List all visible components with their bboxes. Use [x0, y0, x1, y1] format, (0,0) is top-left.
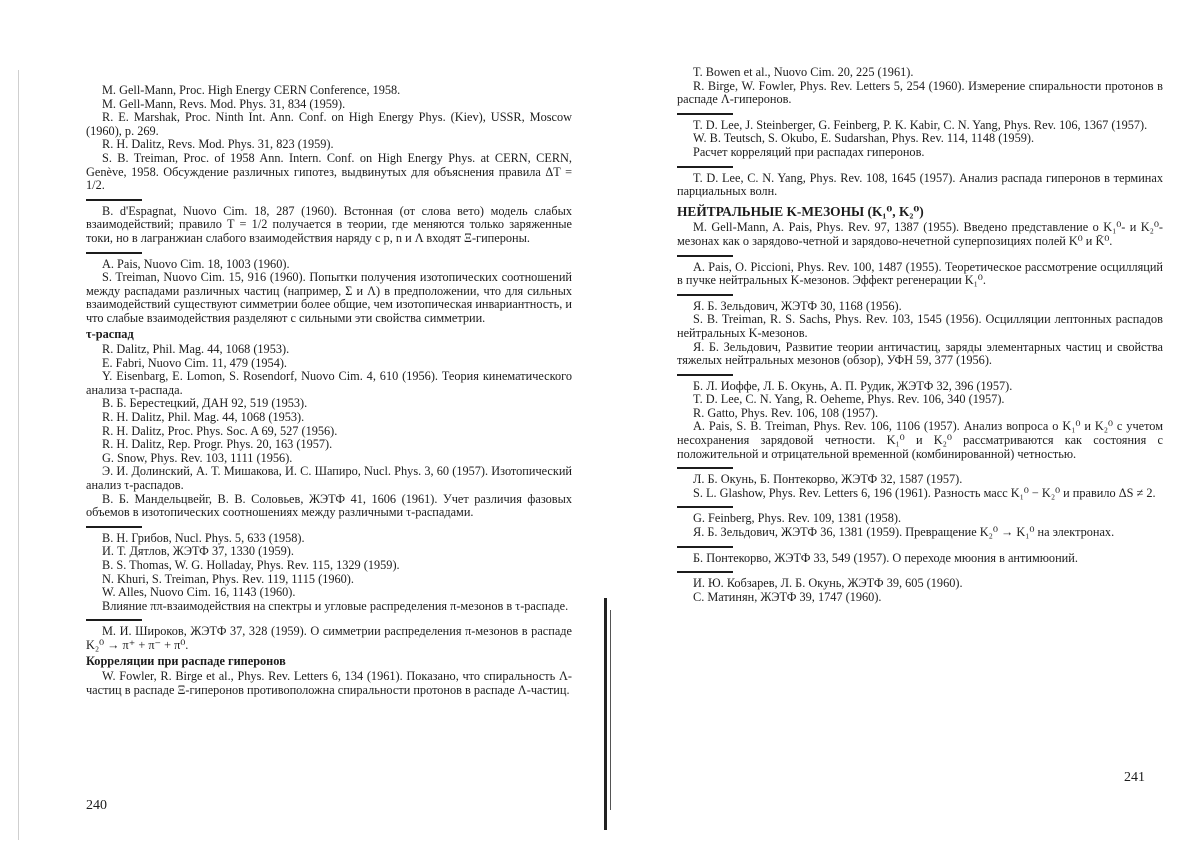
reference-entry: M. Gell-Mann, A. Pais, Phys. Rev. 97, 1387 (1955). Введено представление о K₁⁰- и K₂⁰-мезонах как о зарядово-четной и зарядово-нечетной суперпозициях полей K⁰ и K̄⁰.	[677, 220, 1163, 248]
reference-entry: Расчет корреляций при распадах гиперонов.	[693, 144, 925, 159]
right-page-column	[677, 66, 1163, 604]
reference-entry: R. H. Dalitz, Proc. Phys. Soc. A 69, 527 (1956).	[102, 423, 338, 438]
reference-entry: T. D. Lee, C. N. Yang, R. Oeheme, Phys. Rev. 106, 340 (1957).	[693, 392, 1005, 407]
reference-entry: S. Treiman, Nuovo Cim. 15, 916 (1960). Попытки получения изотопических соотношений между распадами различных частиц (например, Σ и Λ) в предположении, что для сильных взаимодействий существуют симметрии более общие, чем изотопическая инвариантность, и что слабые взаимодействия разделяют с сильными эти свойства симметрии.	[86, 270, 572, 325]
reference-entry: A. Pais, O. Piccioni, Phys. Rev. 100, 1487 (1955). Теоретическое рассмотрение осцилляций в пучке нейтральных K-мезонов. Эффект регенерации K₁⁰.	[677, 259, 1163, 288]
reference-entry: М. И. Широков, ЖЭТФ 37, 328 (1959). О симметрии распределения π-мезонов в распаде K₂⁰ → π⁺ + π⁻ + π⁰.	[86, 624, 572, 652]
block-separator-rule	[677, 374, 733, 376]
section-heading: Корреляции при распаде гиперонов	[86, 653, 286, 668]
book-gutter	[604, 598, 607, 830]
section-heading: НЕЙТРАЛЬНЫЕ K-МЕЗОНЫ (K₁⁰, K₂⁰)	[677, 203, 924, 219]
block-separator-rule	[677, 166, 733, 168]
reference-entry: S. B. Treiman, Proc. of 1958 Ann. Intern. Conf. on High Energy Phys. at CERN, CERN, Genève, 1958. Обсуждение различных гипотез, выдвинутых для объяснения правила ΔT = 1/2.	[86, 150, 572, 193]
block-separator-rule	[677, 294, 733, 296]
left-page-number: 240	[86, 798, 107, 813]
reference-entry: Л. Б. Окунь, Б. Понтекорво, ЖЭТФ 32, 1587 (1957).	[693, 472, 963, 487]
block-separator-rule	[86, 619, 142, 621]
reference-entry: Э. И. Долинский, А. Т. Мишакова, И. С. Шапиро, Nucl. Phys. 3, 60 (1957). Изотопический анализ τ-распадов.	[86, 464, 572, 493]
reference-entry: Б. Понтекорво, ЖЭТФ 33, 549 (1957). О переходе мюония в антимюоний.	[693, 550, 1078, 565]
reference-entry: В. Б. Мандельцвейг, В. В. Соловьев, ЖЭТФ 41, 1606 (1961). Учет различия фазовых объемов в изотопических соотношениях между различными τ-распадами.	[86, 491, 572, 520]
reference-entry: T. D. Lee, J. Steinberger, G. Feinberg, P. K. Kabir, C. N. Yang, Phys. Rev. 106, 1367 (1957).	[693, 117, 1148, 132]
reference-entry: B. d'Espagnat, Nuovo Cim. 18, 287 (1960). Встонная (от слова ветo) модель слабых взаимодействий; правило T = 1/2 получается в теории, где меняются только заряженные токи, но в лагранжиан слабого взаимодействия наряду с p, n и Λ входят Ξ-гипероны.	[86, 203, 572, 245]
reference-entry: Влияние ππ-взаимодействия на спектры и угловые распределения π-мезонов в τ-распаде.	[102, 598, 569, 613]
reference-entry: И. Т. Дятлов, ЖЭТФ 37, 1330 (1959).	[102, 544, 294, 559]
reference-entry: R. H. Dalitz, Revs. Mod. Phys. 31, 823 (1959).	[102, 137, 334, 152]
reference-entry: T. D. Lee, C. N. Yang, Phys. Rev. 108, 1645 (1957). Анализ распада гиперонов в терминах парциальных волн.	[677, 170, 1163, 199]
reference-entry: W. Alles, Nuovo Cim. 16, 1143 (1960).	[102, 585, 296, 600]
reference-entry: R. Birge, W. Fowler, Phys. Rev. Letters 5, 254 (1960). Измерение спиральности протонов в распаде Λ-гиперонов.	[677, 78, 1163, 107]
block-separator-rule	[677, 113, 733, 115]
reference-entry: E. Fabri, Nuovo Cim. 11, 479 (1954).	[102, 355, 288, 370]
reference-entry: С. Матинян, ЖЭТФ 39, 1747 (1960).	[693, 589, 882, 604]
reference-entry: G. Feinberg, Phys. Rev. 109, 1381 (1958).	[693, 511, 902, 526]
block-separator-rule	[677, 571, 733, 573]
reference-entry: R. H. Dalitz, Phil. Mag. 44, 1068 (1953).	[102, 410, 305, 425]
left-page-column	[86, 84, 572, 697]
block-separator-rule	[677, 546, 733, 548]
reference-entry: B. S. Thomas, W. G. Holladay, Phys. Rev. 115, 1329 (1959).	[102, 558, 400, 572]
reference-entry: A. Pais, S. B. Treiman, Phys. Rev. 106, 1106 (1957). Анализ вопроса о K₁⁰ и K₂⁰ с учетом несохранения зарядовой четности. K₁⁰ и K₂⁰ рассматриваются как состояния с положительной и отрицательной временной (комбинированной) четностью.	[677, 419, 1163, 461]
reference-entry: R. Dalitz, Phil. Mag. 44, 1068 (1953).	[102, 342, 290, 357]
reference-entry: Я. Б. Зельдович, ЖЭТФ 36, 1381 (1959). Превращение K₂⁰ → K₁⁰ на электронах.	[693, 525, 1115, 540]
reference-entry: В. Б. Берестецкий, ДАН 92, 519 (1953).	[102, 396, 308, 411]
reference-entry: N. Khuri, S. Treiman, Phys. Rev. 119, 1115 (1960).	[102, 571, 354, 586]
block-separator-rule	[677, 467, 733, 469]
reference-entry: Y. Eisenbarg, E. Lomon, S. Rosendorf, Nuovo Cim. 4, 610 (1956). Теория кинематического анализа τ-распада.	[86, 369, 572, 397]
reference-entry: W. Fowler, R. Birge et al., Phys. Rev. Letters 6, 134 (1961). Показано, что спиральность Λ-частиц в распаде Ξ-гиперонов противоположна спиральности протонов в распаде Λ-частиц.	[86, 669, 572, 697]
reference-entry: S. B. Treiman, R. S. Sachs, Phys. Rev. 103, 1545 (1956). Осцилляции лептонных распадов нейтральных K-мезонов.	[677, 312, 1163, 340]
book-gutter-shadow	[610, 610, 611, 810]
reference-entry: В. Н. Грибов, Nucl. Phys. 5, 633 (1958).	[102, 530, 305, 545]
reference-entry: W. B. Teutsch, S. Okubo, E. Sudarshan, Phys. Rev. 114, 1148 (1959).	[693, 131, 1035, 146]
reference-entry: R. H. Dalitz, Rep. Progr. Phys. 20, 163 (1957).	[102, 437, 333, 452]
block-separator-rule	[677, 255, 733, 257]
reference-entry: R. E. Marshak, Proc. Ninth Int. Ann. Conf. on High Energy Phys. (Kiev), USSR, Moscow (1960), p. 269.	[86, 110, 572, 138]
block-separator-rule	[86, 199, 142, 201]
block-separator-rule	[86, 526, 142, 528]
reference-entry: M. Gell-Mann, Proc. High Energy CERN Conference, 1958.	[102, 83, 401, 97]
section-heading: τ-распад	[86, 326, 134, 341]
right-page-number: 241	[1124, 770, 1145, 785]
reference-entry: T. Bowen et al., Nuovo Cim. 20, 225 (1961).	[693, 65, 914, 79]
reference-entry: M. Gell-Mann, Revs. Mod. Phys. 31, 834 (1959).	[102, 96, 346, 111]
reference-entry: Я. Б. Зельдович, ЖЭТФ 30, 1168 (1956).	[693, 298, 902, 313]
reference-entry: И. Ю. Кобзарев, Л. Б. Окунь, ЖЭТФ 39, 605 (1960).	[693, 576, 963, 591]
reference-entry: G. Snow, Phys. Rev. 103, 1111 (1956).	[102, 450, 293, 465]
block-separator-rule	[677, 506, 733, 508]
block-separator-rule	[86, 252, 142, 254]
reference-entry: Я. Б. Зельдович, Развитие теории античастиц, заряды элементарных частиц и свойства тяжелых нейтральных мезонов (обзор), УФН 59, 377 (1956).	[677, 339, 1163, 368]
page-edge-line	[18, 70, 19, 840]
reference-entry: R. Gatto, Phys. Rev. 106, 108 (1957).	[693, 405, 879, 420]
reference-entry: A. Pais, Nuovo Cim. 18, 1003 (1960).	[102, 256, 290, 271]
reference-entry: Б. Л. Иоффе, Л. Б. Окунь, А. П. Рудик, ЖЭТФ 32, 396 (1957).	[693, 378, 1013, 393]
reference-entry: S. L. Glashow, Phys. Rev. Letters 6, 196 (1961). Разность масс K₁⁰ − K₂⁰ и правило ΔS ≠ 2.	[693, 485, 1156, 500]
